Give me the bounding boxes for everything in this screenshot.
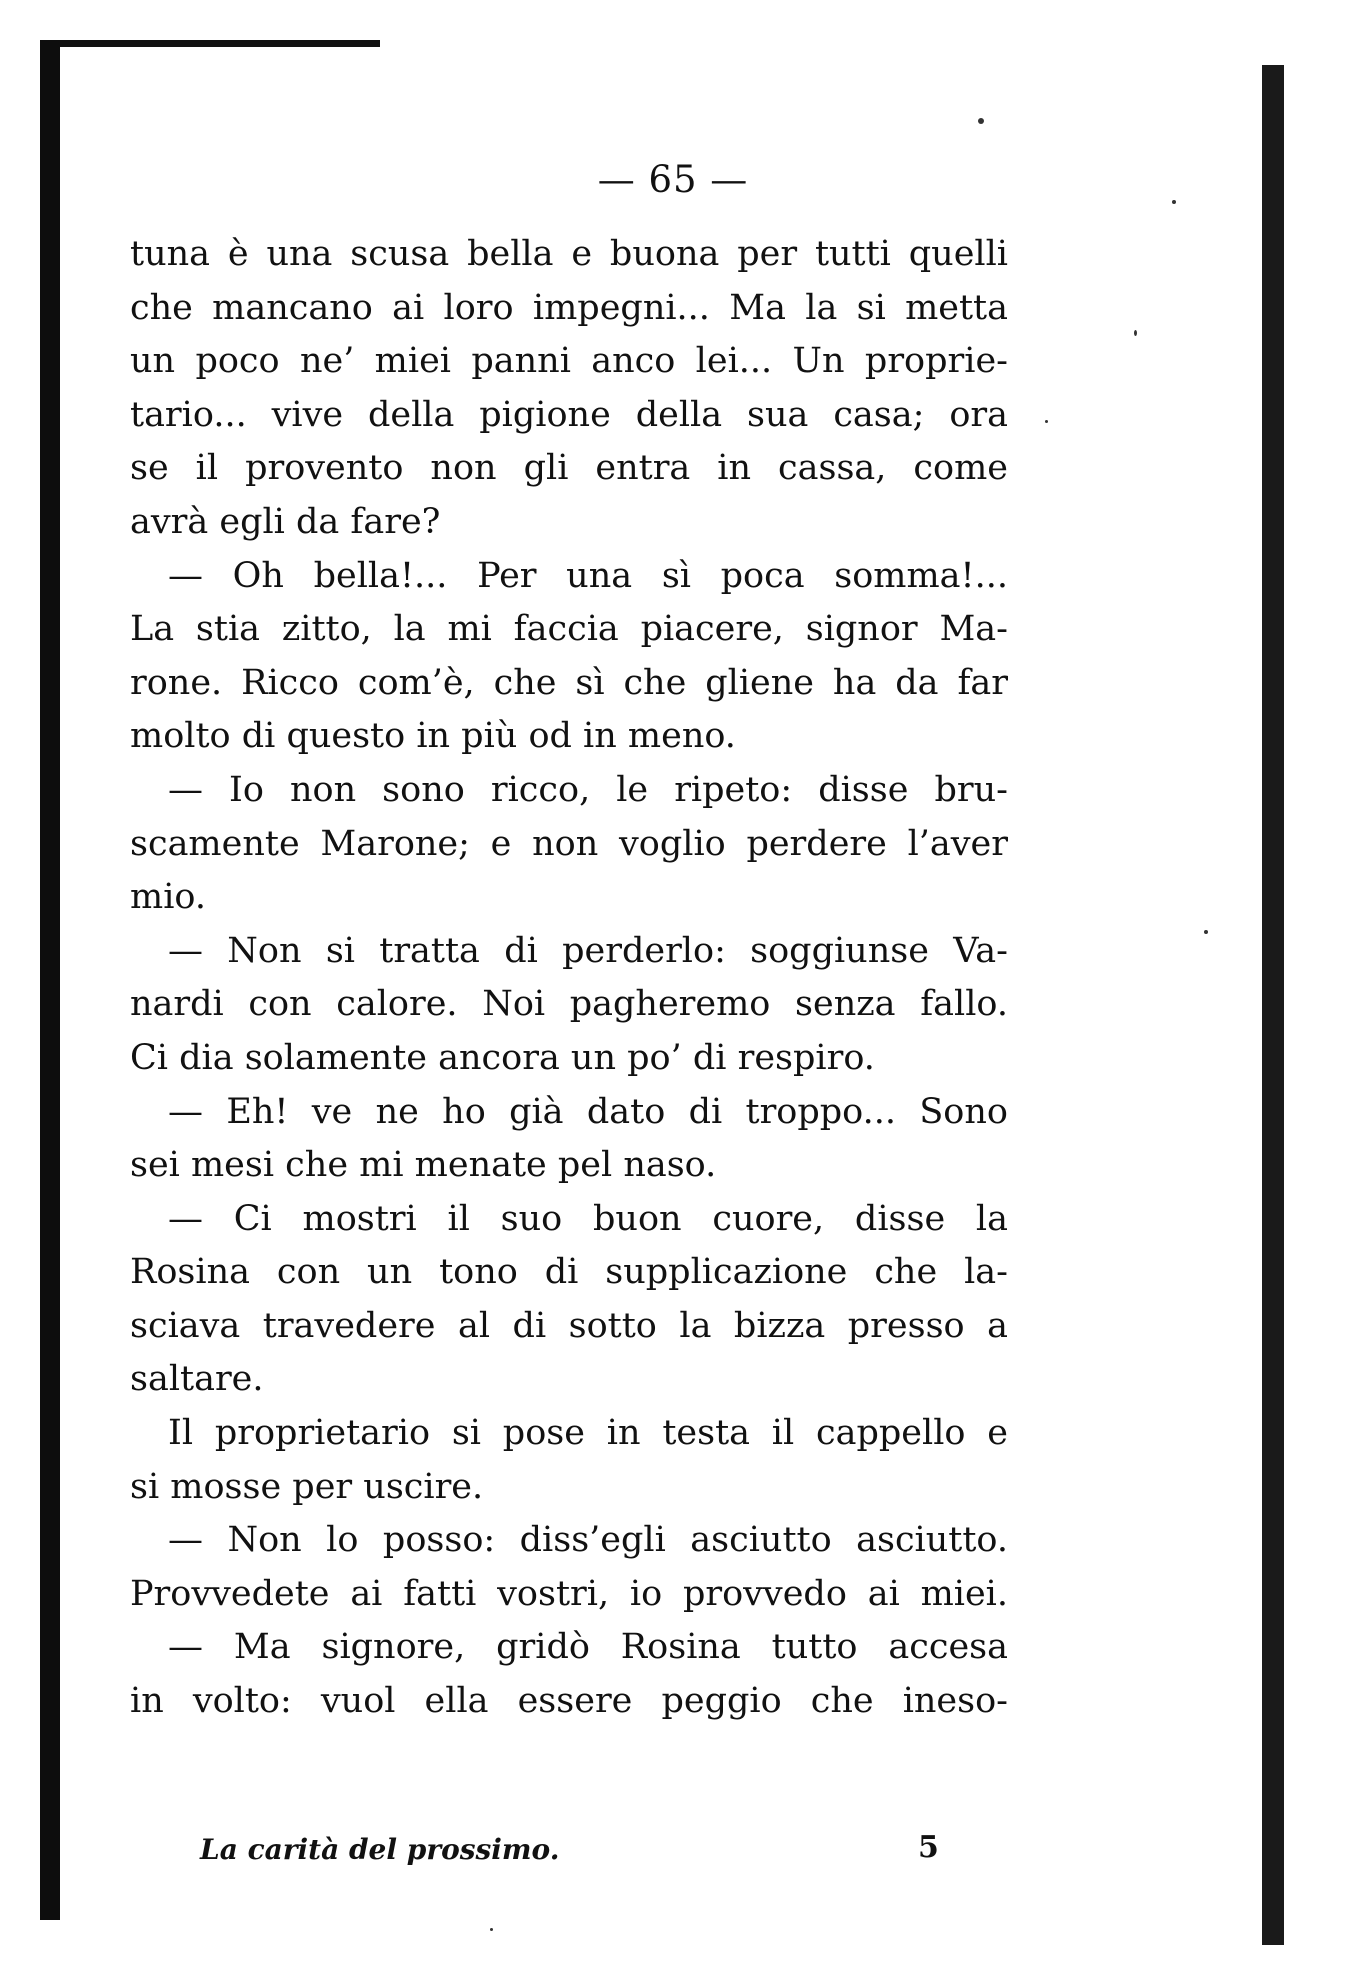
text-line: — Io non sono ricco, le ripeto: disse bru- [168,769,1008,810]
text-line: Il proprietario si pose in testa il cappello e [168,1413,1008,1454]
text-line: — Ci mostri il suo buon cuore, disse la [168,1198,1008,1239]
text-line: in volto: vuol ella essere peggio che ineso- [130,1681,1008,1722]
text-line: avrà egli da fare? [130,501,441,542]
text-line: nardi con calore. Noi pagheremo senza fallo. [130,984,1008,1025]
text-line: che mancano ai loro impegni... Ma la si metta [130,287,1008,328]
text-line: molto di questo in più od in meno. [130,716,736,757]
text-line: saltare. [130,1359,264,1400]
text-line: si mosse per uscire. [130,1466,484,1507]
signature-mark: 5 [918,1830,939,1865]
text-line: — Oh bella!... Per una sì poca somma!... [168,555,1008,596]
scan-top-edge [40,40,380,47]
text-line: tario... vive della pigione della sua casa; ora [130,394,1008,435]
scan-speck [1134,330,1137,336]
scan-speck [1204,930,1208,934]
text-line: Rosina con un tono di supplicazione che la- [130,1252,1008,1293]
text-line: — Non lo posso: diss’egli asciutto asciutto. [168,1520,1008,1561]
scan-speck [978,118,984,124]
text-line: Provvedete ai fatti vostri, io provvedo ai miei. [130,1573,1008,1614]
text-line: La stia zitto, la mi faccia piacere, signor Ma- [130,609,1008,650]
scan-speck [1045,420,1048,423]
text-line: Ci dia solamente ancora un po’ di respiro. [130,1037,875,1078]
scan-right-border [1262,65,1284,1945]
scan-speck [490,1928,493,1931]
text-line: sei mesi che mi menate pel naso. [130,1145,717,1186]
footer-book-title: La carità del prossimo. [200,1833,560,1866]
page-number: — 65 — [597,158,749,201]
text-line: — Eh! ve ne ho già dato di troppo... Sono [168,1091,1008,1132]
text-line: se il provento non gli entra in cassa, come [130,448,1008,489]
page-body-text [130,228,1008,1729]
text-line: sciava travedere al di sotto la bizza presso a [130,1305,1008,1346]
text-line: tuna è una scusa bella e buona per tutti quelli [130,234,1008,274]
text-line: — Non si tratta di perderlo: soggiunse Va- [168,930,1008,971]
text-line: rone. Ricco com’è, che sì che gliene ha da far [130,662,1008,703]
text-line: mio. [130,877,206,918]
text-line: un poco ne’ miei panni anco lei... Un proprie- [130,341,1008,382]
scan-left-border [40,40,60,1920]
text-line: scamente Marone; e non voglio perdere l’aver [130,823,1008,864]
text-line: — Ma signore, gridò Rosina tutto accesa [168,1627,1008,1668]
